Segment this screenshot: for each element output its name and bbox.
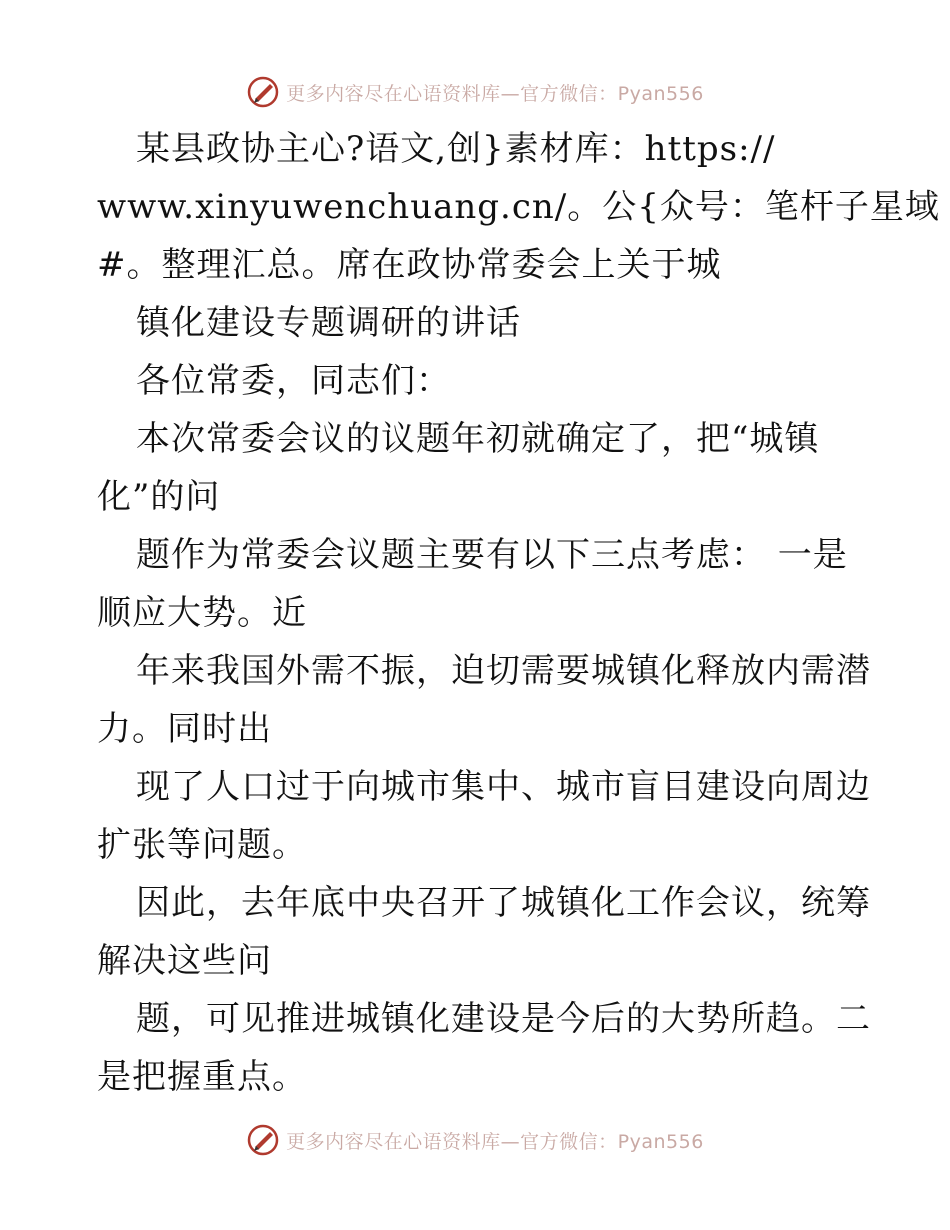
document-title: 镇化建设专题调研的讲话 [136, 303, 521, 343]
header-banner [0, 72, 950, 112]
text-line: 是把握重点。 [97, 1057, 307, 1097]
text-line: #。整理汇总。席在政协常委会上关于城 [97, 245, 722, 285]
footer-banner [0, 1120, 950, 1160]
text-line: 现了人口过于向城市集中、城市盲目建设向周边 [136, 767, 871, 807]
text-line: 因此，去年底中央召开了城镇化工作会议，统筹 [136, 883, 871, 923]
text-line: 力。同时出 [97, 709, 272, 749]
text-line: www.xinyuwenchuang.cn/。公{众号：笔杆子星域 [97, 187, 940, 227]
quill-pen-logo-icon [246, 75, 280, 109]
text-line: 年来我国外需不振，迫切需要城镇化释放内需潜 [136, 651, 871, 691]
text-line: 某县政协主心?语文,创}素材库：https:// [136, 129, 776, 169]
header-banner-text: 更多内容尽在心语资料库—官方微信：Pyan556 [286, 82, 704, 105]
document-body [97, 120, 940, 1106]
salutation: 各位常委，同志们： [136, 361, 451, 401]
text-line: 本次常委会议的议题年初就确定了，把“城镇 [136, 419, 820, 459]
text-line: 顺应大势。近 [97, 593, 307, 633]
text-line: 扩张等问题。 [97, 825, 307, 865]
text-line: 化”的问 [97, 477, 221, 517]
text-line: 解决这些问 [97, 941, 272, 981]
footer-banner-text: 更多内容尽在心语资料库—官方微信：Pyan556 [286, 1130, 704, 1153]
text-line: 题作为常委会议题主要有以下三点考虑： 一是 [136, 535, 848, 575]
text-line: 题，可见推进城镇化建设是今后的大势所趋。二 [136, 999, 871, 1039]
quill-pen-logo-icon [246, 1123, 280, 1157]
